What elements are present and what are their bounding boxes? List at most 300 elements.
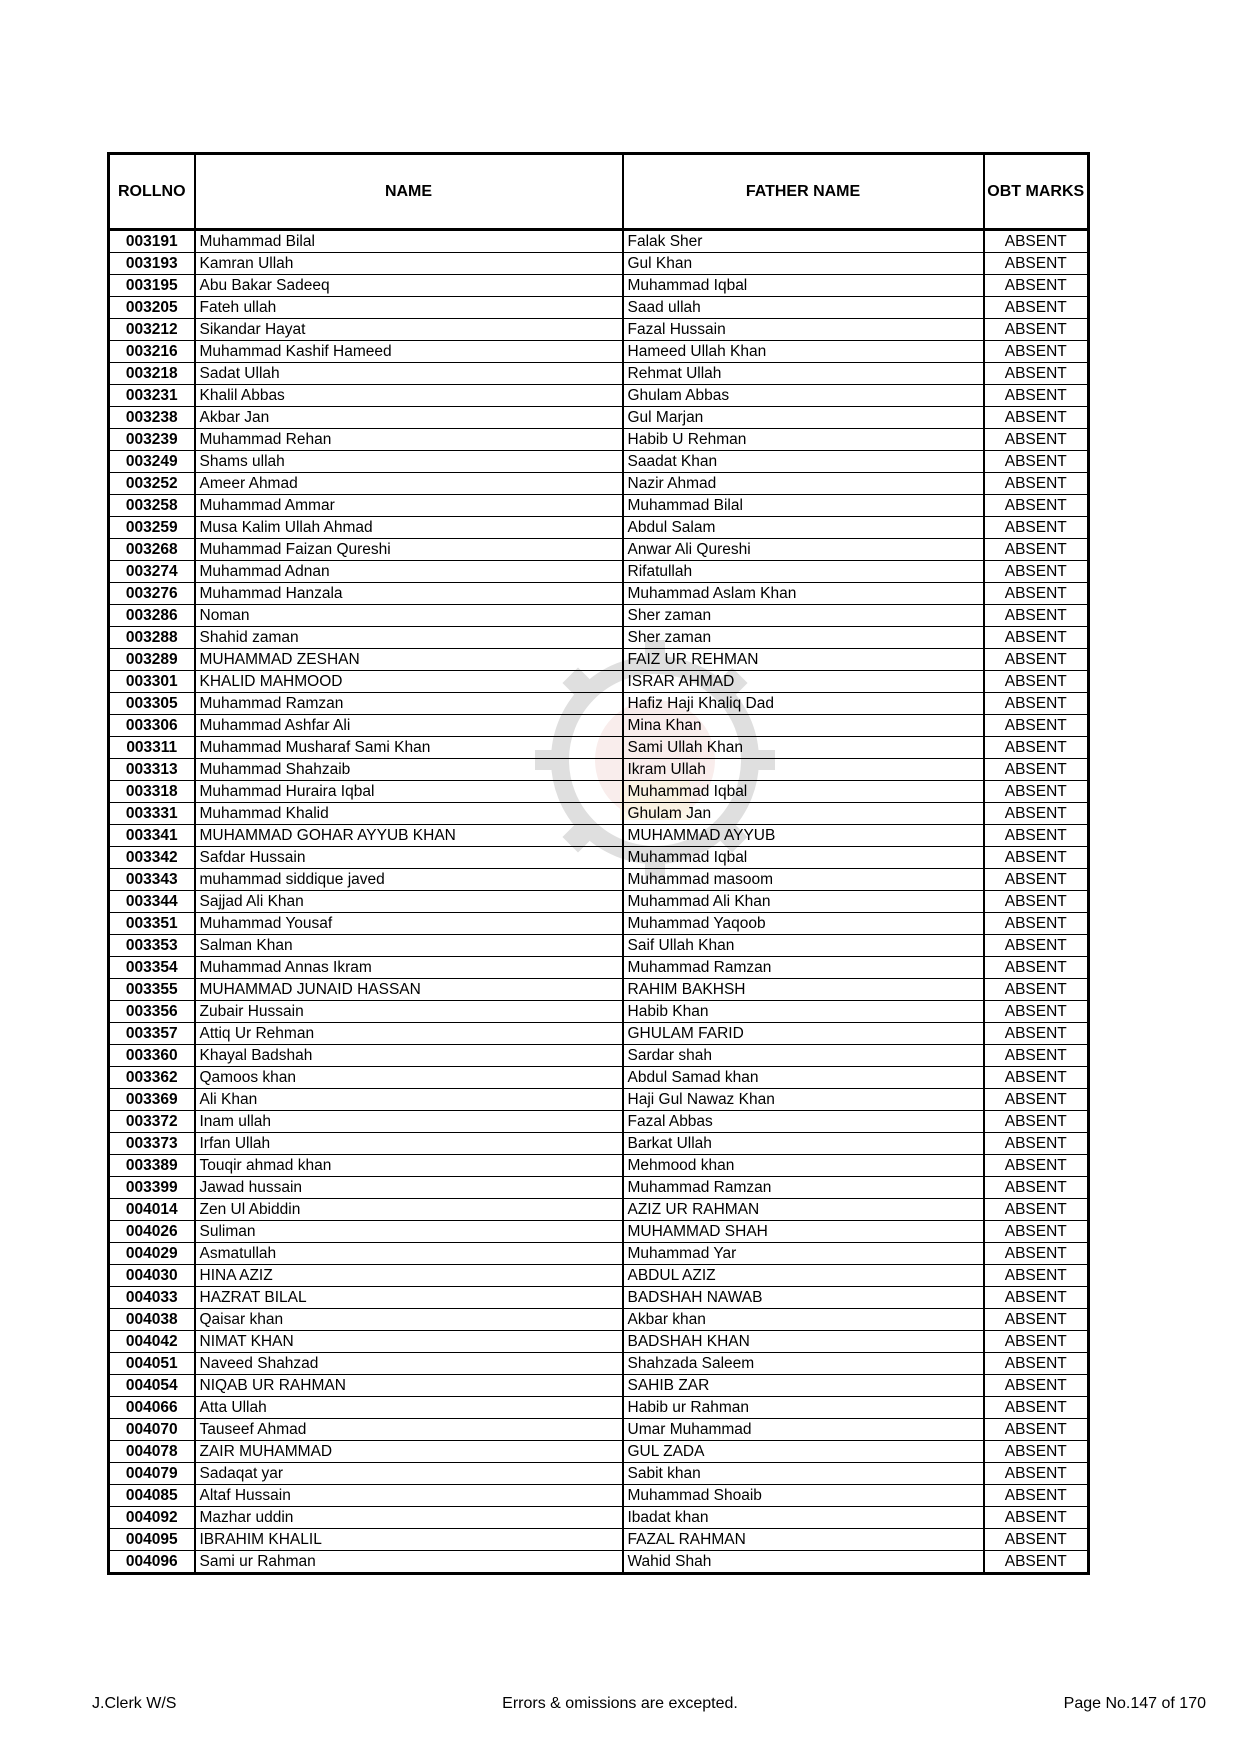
marks-cell: ABSENT: [984, 407, 1089, 429]
roll-number-cell: 003205: [109, 297, 195, 319]
roll-number-cell: 004066: [109, 1397, 195, 1419]
father-name-cell: BADSHAH KHAN: [623, 1331, 984, 1353]
table-row: [109, 1089, 1089, 1111]
student-name-cell: Muhammad Shahzaib: [195, 759, 623, 781]
roll-number-cell: 004079: [109, 1463, 195, 1485]
table-row: [109, 1067, 1089, 1089]
student-name-cell: Ameer Ahmad: [195, 473, 623, 495]
roll-number-cell: 004078: [109, 1441, 195, 1463]
father-name-cell: Ibadat khan: [623, 1507, 984, 1529]
roll-number-cell: 004033: [109, 1287, 195, 1309]
table-row: [109, 275, 1089, 297]
student-name-cell: Kamran Ullah: [195, 253, 623, 275]
father-name-cell: Fazal Abbas: [623, 1111, 984, 1133]
student-name-cell: Tauseef Ahmad: [195, 1419, 623, 1441]
marks-cell: ABSENT: [984, 319, 1089, 341]
table-row: [109, 341, 1089, 363]
table-row: [109, 230, 1089, 253]
marks-cell: ABSENT: [984, 803, 1089, 825]
table-row: [109, 429, 1089, 451]
student-name-cell: Atta Ullah: [195, 1397, 623, 1419]
marks-cell: ABSENT: [984, 913, 1089, 935]
roll-number-cell: 003274: [109, 561, 195, 583]
student-name-cell: ZAIR MUHAMMAD: [195, 1441, 623, 1463]
student-name-cell: Abu Bakar Sadeeq: [195, 275, 623, 297]
father-name-cell: Ghulam Jan: [623, 803, 984, 825]
marks-cell: ABSENT: [984, 1507, 1089, 1529]
table-row: [109, 1221, 1089, 1243]
marks-cell: ABSENT: [984, 1045, 1089, 1067]
marks-cell: ABSENT: [984, 957, 1089, 979]
marks-cell: ABSENT: [984, 1551, 1089, 1574]
roll-number-cell: 003259: [109, 517, 195, 539]
father-name-cell: GUL ZADA: [623, 1441, 984, 1463]
table-row: [109, 1551, 1089, 1574]
footer-clerk: J.Clerk W/S: [92, 1695, 177, 1712]
table-row: [109, 583, 1089, 605]
student-name-cell: Safdar Hussain: [195, 847, 623, 869]
marks-cell: ABSENT: [984, 1287, 1089, 1309]
student-name-cell: Muhammad Adnan: [195, 561, 623, 583]
table-row: [109, 1199, 1089, 1221]
table-row: [109, 1485, 1089, 1507]
table-row: [109, 1265, 1089, 1287]
roll-number-cell: 003289: [109, 649, 195, 671]
father-name-cell: Muhammad Ali Khan: [623, 891, 984, 913]
student-name-cell: Muhammad Yousaf: [195, 913, 623, 935]
marks-cell: ABSENT: [984, 1111, 1089, 1133]
roll-number-cell: 003353: [109, 935, 195, 957]
marks-cell: ABSENT: [984, 275, 1089, 297]
student-name-cell: Muhammad Khalid: [195, 803, 623, 825]
roll-number-cell: 003193: [109, 253, 195, 275]
marks-cell: ABSENT: [984, 891, 1089, 913]
father-name-cell: Sher zaman: [623, 627, 984, 649]
table-row: [109, 1375, 1089, 1397]
father-name-cell: Akbar khan: [623, 1309, 984, 1331]
table-row: [109, 891, 1089, 913]
father-name-cell: Saad ullah: [623, 297, 984, 319]
father-name-cell: Haji Gul Nawaz Khan: [623, 1089, 984, 1111]
table-row: [109, 1353, 1089, 1375]
roll-number-cell: 003212: [109, 319, 195, 341]
roll-number-cell: 004096: [109, 1551, 195, 1574]
father-name-cell: Mehmood khan: [623, 1155, 984, 1177]
roll-number-cell: 003252: [109, 473, 195, 495]
roll-number-cell: 003355: [109, 979, 195, 1001]
roll-number-cell: 003305: [109, 693, 195, 715]
marks-cell: ABSENT: [984, 583, 1089, 605]
table-row: [109, 693, 1089, 715]
marks-cell: ABSENT: [984, 825, 1089, 847]
father-name-cell: Barkat Ullah: [623, 1133, 984, 1155]
student-name-cell: Muhammad Ramzan: [195, 693, 623, 715]
roll-number-cell: 003239: [109, 429, 195, 451]
student-name-cell: Muhammad Ammar: [195, 495, 623, 517]
student-name-cell: Altaf Hussain: [195, 1485, 623, 1507]
table-row: [109, 1463, 1089, 1485]
roll-number-cell: 003357: [109, 1023, 195, 1045]
marks-cell: ABSENT: [984, 363, 1089, 385]
student-name-cell: HINA AZIZ: [195, 1265, 623, 1287]
father-name-cell: Saif Ullah Khan: [623, 935, 984, 957]
table-row: [109, 913, 1089, 935]
roll-number-cell: 004026: [109, 1221, 195, 1243]
roll-number-cell: 003360: [109, 1045, 195, 1067]
marks-cell: ABSENT: [984, 1177, 1089, 1199]
marks-cell: ABSENT: [984, 627, 1089, 649]
student-name-cell: Touqir ahmad khan: [195, 1155, 623, 1177]
student-name-cell: Musa Kalim Ullah Ahmad: [195, 517, 623, 539]
student-name-cell: MUHAMMAD ZESHAN: [195, 649, 623, 671]
marks-cell: ABSENT: [984, 715, 1089, 737]
roll-number-cell: 003354: [109, 957, 195, 979]
student-name-cell: Shahid zaman: [195, 627, 623, 649]
student-name-cell: Fateh ullah: [195, 297, 623, 319]
marks-cell: ABSENT: [984, 979, 1089, 1001]
marks-cell: ABSENT: [984, 230, 1089, 253]
table-row: [109, 737, 1089, 759]
table-header-row: [109, 154, 1089, 230]
table-row: [109, 1507, 1089, 1529]
table-row: [109, 1023, 1089, 1045]
student-name-cell: KHALID MAHMOOD: [195, 671, 623, 693]
student-name-cell: Noman: [195, 605, 623, 627]
footer-page-number: Page No.147 of 170: [1063, 1695, 1206, 1712]
roll-number-cell: 003191: [109, 230, 195, 253]
father-name-cell: Muhammad Shoaib: [623, 1485, 984, 1507]
student-name-cell: Salman Khan: [195, 935, 623, 957]
student-name-cell: Muhammad Bilal: [195, 230, 623, 253]
marks-cell: ABSENT: [984, 429, 1089, 451]
student-name-cell: Asmatullah: [195, 1243, 623, 1265]
father-name-cell: Sami Ullah Khan: [623, 737, 984, 759]
marks-cell: ABSENT: [984, 693, 1089, 715]
roll-number-cell: 003369: [109, 1089, 195, 1111]
roll-number-cell: 003286: [109, 605, 195, 627]
marks-cell: ABSENT: [984, 561, 1089, 583]
roll-number-cell: 004092: [109, 1507, 195, 1529]
marks-cell: ABSENT: [984, 1375, 1089, 1397]
marks-cell: ABSENT: [984, 1529, 1089, 1551]
marks-cell: ABSENT: [984, 1265, 1089, 1287]
marks-cell: ABSENT: [984, 869, 1089, 891]
student-name-cell: HAZRAT BILAL: [195, 1287, 623, 1309]
roll-number-cell: 003318: [109, 781, 195, 803]
father-name-cell: Gul Khan: [623, 253, 984, 275]
father-name-cell: BADSHAH NAWAB: [623, 1287, 984, 1309]
marks-cell: ABSENT: [984, 1001, 1089, 1023]
father-name-cell: Muhammad Ramzan: [623, 957, 984, 979]
table-row: [109, 627, 1089, 649]
student-name-cell: Inam ullah: [195, 1111, 623, 1133]
roll-number-cell: 003341: [109, 825, 195, 847]
roll-number-cell: 004038: [109, 1309, 195, 1331]
marks-cell: ABSENT: [984, 1441, 1089, 1463]
student-name-cell: Jawad hussain: [195, 1177, 623, 1199]
roll-number-cell: 003362: [109, 1067, 195, 1089]
roll-number-cell: 003389: [109, 1155, 195, 1177]
table-row: [109, 1001, 1089, 1023]
father-name-cell: Sabit khan: [623, 1463, 984, 1485]
marks-cell: ABSENT: [984, 847, 1089, 869]
father-name-cell: Muhammad masoom: [623, 869, 984, 891]
student-name-cell: Sami ur Rahman: [195, 1551, 623, 1574]
roll-number-cell: 003276: [109, 583, 195, 605]
table-row: [109, 385, 1089, 407]
student-name-cell: muhammad siddique javed: [195, 869, 623, 891]
table-row: [109, 869, 1089, 891]
father-name-cell: Ghulam Abbas: [623, 385, 984, 407]
father-name-cell: Habib U Rehman: [623, 429, 984, 451]
father-name-cell: Muhammad Yar: [623, 1243, 984, 1265]
roll-number-cell: 003399: [109, 1177, 195, 1199]
marks-cell: ABSENT: [984, 1353, 1089, 1375]
student-name-cell: Zubair Hussain: [195, 1001, 623, 1023]
student-name-cell: Muhammad Musharaf Sami Khan: [195, 737, 623, 759]
table-row: [109, 715, 1089, 737]
student-name-cell: Sadat Ullah: [195, 363, 623, 385]
marks-cell: ABSENT: [984, 1023, 1089, 1045]
roll-number-cell: 003313: [109, 759, 195, 781]
table-row: [109, 671, 1089, 693]
student-name-cell: Sadaqat yar: [195, 1463, 623, 1485]
marks-cell: ABSENT: [984, 1485, 1089, 1507]
table-row: [109, 803, 1089, 825]
marks-cell: ABSENT: [984, 385, 1089, 407]
student-name-cell: Qaisar khan: [195, 1309, 623, 1331]
marks-cell: ABSENT: [984, 1133, 1089, 1155]
father-name-cell: FAIZ UR REHMAN: [623, 649, 984, 671]
father-name-cell: MUHAMMAD SHAH: [623, 1221, 984, 1243]
student-name-cell: Shams ullah: [195, 451, 623, 473]
father-name-cell: GHULAM FARID: [623, 1023, 984, 1045]
roll-number-cell: 004054: [109, 1375, 195, 1397]
marks-cell: ABSENT: [984, 1397, 1089, 1419]
marks-cell: ABSENT: [984, 1463, 1089, 1485]
father-name-cell: Muhammad Iqbal: [623, 781, 984, 803]
marks-cell: ABSENT: [984, 495, 1089, 517]
student-name-cell: NIMAT KHAN: [195, 1331, 623, 1353]
marks-cell: ABSENT: [984, 1067, 1089, 1089]
marks-cell: ABSENT: [984, 935, 1089, 957]
father-name-cell: Hafiz Haji Khaliq Dad: [623, 693, 984, 715]
student-name-cell: Qamoos khan: [195, 1067, 623, 1089]
marks-cell: ABSENT: [984, 451, 1089, 473]
table-row: [109, 1111, 1089, 1133]
table-row: [109, 473, 1089, 495]
table-row: [109, 1177, 1089, 1199]
student-name-cell: MUHAMMAD GOHAR AYYUB KHAN: [195, 825, 623, 847]
student-name-cell: Muhammad Ashfar Ali: [195, 715, 623, 737]
student-name-cell: Suliman: [195, 1221, 623, 1243]
roll-number-cell: 003373: [109, 1133, 195, 1155]
father-name-cell: FAZAL RAHMAN: [623, 1529, 984, 1551]
father-name-cell: ABDUL AZIZ: [623, 1265, 984, 1287]
father-name-cell: Rehmat Ullah: [623, 363, 984, 385]
roll-number-cell: 003288: [109, 627, 195, 649]
roll-number-cell: 004070: [109, 1419, 195, 1441]
father-name-cell: Nazir Ahmad: [623, 473, 984, 495]
student-name-cell: Khayal Badshah: [195, 1045, 623, 1067]
student-name-cell: Akbar Jan: [195, 407, 623, 429]
roll-number-cell: 003268: [109, 539, 195, 561]
header-name: NAME: [195, 154, 623, 230]
marks-cell: ABSENT: [984, 1243, 1089, 1265]
table-row: [109, 649, 1089, 671]
marks-cell: ABSENT: [984, 297, 1089, 319]
table-row: [109, 1133, 1089, 1155]
father-name-cell: Muhammad Yaqoob: [623, 913, 984, 935]
student-name-cell: Muhammad Kashif Hameed: [195, 341, 623, 363]
father-name-cell: Saadat Khan: [623, 451, 984, 473]
father-name-cell: Habib Khan: [623, 1001, 984, 1023]
table-row: [109, 1331, 1089, 1353]
roll-number-cell: 004085: [109, 1485, 195, 1507]
student-name-cell: Muhammad Hanzala: [195, 583, 623, 605]
student-name-cell: Muhammad Rehan: [195, 429, 623, 451]
student-name-cell: Sikandar Hayat: [195, 319, 623, 341]
marks-cell: ABSENT: [984, 1221, 1089, 1243]
roll-number-cell: 004051: [109, 1353, 195, 1375]
marks-cell: ABSENT: [984, 539, 1089, 561]
marks-cell: ABSENT: [984, 1199, 1089, 1221]
roll-number-cell: 003195: [109, 275, 195, 297]
table-row: [109, 847, 1089, 869]
table-row: [109, 495, 1089, 517]
roll-number-cell: 003351: [109, 913, 195, 935]
header-father-name: FATHER NAME: [623, 154, 984, 230]
roll-number-cell: 004014: [109, 1199, 195, 1221]
father-name-cell: Anwar Ali Qureshi: [623, 539, 984, 561]
table-row: [109, 561, 1089, 583]
student-name-cell: Irfan Ullah: [195, 1133, 623, 1155]
father-name-cell: ISRAR AHMAD: [623, 671, 984, 693]
marks-cell: ABSENT: [984, 737, 1089, 759]
marks-cell: ABSENT: [984, 1331, 1089, 1353]
father-name-cell: Abdul Samad khan: [623, 1067, 984, 1089]
father-name-cell: Abdul Salam: [623, 517, 984, 539]
father-name-cell: Falak Sher: [623, 230, 984, 253]
father-name-cell: RAHIM BAKHSH: [623, 979, 984, 1001]
student-name-cell: IBRAHIM KHALIL: [195, 1529, 623, 1551]
father-name-cell: Mina Khan: [623, 715, 984, 737]
father-name-cell: Gul Marjan: [623, 407, 984, 429]
marks-cell: ABSENT: [984, 517, 1089, 539]
marks-cell: ABSENT: [984, 1309, 1089, 1331]
table-row: [109, 319, 1089, 341]
table-row: [109, 297, 1089, 319]
results-table: [107, 152, 1090, 1575]
table-row: [109, 957, 1089, 979]
student-name-cell: Naveed Shahzad: [195, 1353, 623, 1375]
footer-disclaimer: Errors & omissions are excepted.: [502, 1695, 738, 1712]
roll-number-cell: 003258: [109, 495, 195, 517]
father-name-cell: SAHIB ZAR: [623, 1375, 984, 1397]
roll-number-cell: 004029: [109, 1243, 195, 1265]
table-row: [109, 1419, 1089, 1441]
roll-number-cell: 003343: [109, 869, 195, 891]
table-row: [109, 605, 1089, 627]
header-obt-marks: OBT MARKS: [984, 154, 1089, 230]
father-name-cell: Habib ur Rahman: [623, 1397, 984, 1419]
table-row: [109, 1397, 1089, 1419]
table-row: [109, 1155, 1089, 1177]
father-name-cell: AZIZ UR RAHMAN: [623, 1199, 984, 1221]
roll-number-cell: 003231: [109, 385, 195, 407]
table-row: [109, 1529, 1089, 1551]
student-name-cell: NIQAB UR RAHMAN: [195, 1375, 623, 1397]
student-name-cell: Sajjad Ali Khan: [195, 891, 623, 913]
roll-number-cell: 003301: [109, 671, 195, 693]
table-row: [109, 539, 1089, 561]
student-name-cell: Attiq Ur Rehman: [195, 1023, 623, 1045]
table-row: [109, 451, 1089, 473]
marks-cell: ABSENT: [984, 605, 1089, 627]
father-name-cell: Sardar shah: [623, 1045, 984, 1067]
table-row: [109, 253, 1089, 275]
roll-number-cell: 004042: [109, 1331, 195, 1353]
table-row: [109, 979, 1089, 1001]
father-name-cell: Sher zaman: [623, 605, 984, 627]
student-name-cell: Khalil Abbas: [195, 385, 623, 407]
marks-cell: ABSENT: [984, 253, 1089, 275]
student-name-cell: Ali Khan: [195, 1089, 623, 1111]
student-name-cell: Zen Ul Abiddin: [195, 1199, 623, 1221]
father-name-cell: Wahid Shah: [623, 1551, 984, 1574]
roll-number-cell: 003344: [109, 891, 195, 913]
roll-number-cell: 003218: [109, 363, 195, 385]
father-name-cell: Ikram Ullah: [623, 759, 984, 781]
marks-cell: ABSENT: [984, 671, 1089, 693]
father-name-cell: Umar Muhammad: [623, 1419, 984, 1441]
roll-number-cell: 003249: [109, 451, 195, 473]
roll-number-cell: 003331: [109, 803, 195, 825]
student-name-cell: Muhammad Huraira Iqbal: [195, 781, 623, 803]
table-row: [109, 1243, 1089, 1265]
roll-number-cell: 004030: [109, 1265, 195, 1287]
marks-cell: ABSENT: [984, 759, 1089, 781]
marks-cell: ABSENT: [984, 781, 1089, 803]
student-name-cell: Muhammad Annas Ikram: [195, 957, 623, 979]
marks-cell: ABSENT: [984, 1089, 1089, 1111]
roll-number-cell: 004095: [109, 1529, 195, 1551]
table-row: [109, 363, 1089, 385]
table-row: [109, 825, 1089, 847]
table-row: [109, 1045, 1089, 1067]
table-row: [109, 935, 1089, 957]
marks-cell: ABSENT: [984, 341, 1089, 363]
table-row: [109, 1441, 1089, 1463]
table-row: [109, 1287, 1089, 1309]
father-name-cell: Shahzada Saleem: [623, 1353, 984, 1375]
roll-number-cell: 003306: [109, 715, 195, 737]
father-name-cell: Rifatullah: [623, 561, 984, 583]
father-name-cell: Fazal Hussain: [623, 319, 984, 341]
father-name-cell: Muhammad Iqbal: [623, 847, 984, 869]
table-row: [109, 759, 1089, 781]
table-row: [109, 517, 1089, 539]
header-rollno: ROLLNO: [109, 154, 195, 230]
roll-number-cell: 003238: [109, 407, 195, 429]
roll-number-cell: 003311: [109, 737, 195, 759]
student-name-cell: MUHAMMAD JUNAID HASSAN: [195, 979, 623, 1001]
table-row: [109, 407, 1089, 429]
father-name-cell: Muhammad Ramzan: [623, 1177, 984, 1199]
table-row: [109, 1309, 1089, 1331]
marks-cell: ABSENT: [984, 1419, 1089, 1441]
father-name-cell: Muhammad Iqbal: [623, 275, 984, 297]
